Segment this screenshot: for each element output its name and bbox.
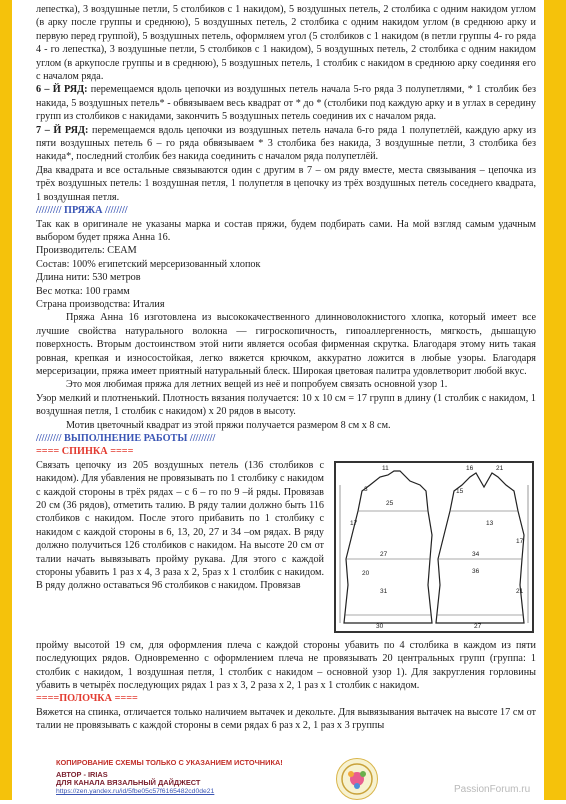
back-text-column: Связать цепочку из 205 воздушных петель (136 столбиков с накидом). Для убавления не провязывать по 1 столбику с накидом с каждой стороны в трёх рядах – с 6 – го по 9 –й ряды. Провязав 20 см (36 рядов), отметить талию. В ряду талии должно быть 116 столбиков с накидом. После этого прибавить по 1 столбику с накидом с каждой стороны в 6, 13, 20, 27 и 34 –ом рядах. В ряду должно получиться 126 столбиков с накидом. На высоте 20 см от талии начать вывязывать пройму рукава. Для этого с каждой стороны убавить 1 раз х 4, 3 раза х 2, 5раз х 1 столбик с накидом. В ряду должно оставаться 96 столбиков с накидом. Провязав xyxy=(36,459,324,592)
diagram-label: 20 xyxy=(362,569,370,577)
row6-label: 6 – Й РЯД: xyxy=(36,84,88,96)
diagram-label: 17 xyxy=(350,519,358,527)
back-section xyxy=(36,459,536,639)
paragraph-row6 xyxy=(36,83,536,123)
diagram-label: 34 xyxy=(472,550,480,558)
yarn-description: Пряжа Анна 16 изготовлена из высококачественного длинноволокнистого хлопка, который имеет все лучшие свойства натурального волокна — гигроскопичность, гипоаллергенность, мягкость, дышащую поверхность. Вторым достоинством этой нити является особая фирменная скрутка. Благодаря этому нить такая ровная, крепкая и износостойкая, легко вяжется крючком, аккуратно ложится в любые узоры. Благодаря мерсеризации, пряжа имеет приятный натуральный блеск. Широкая цветовая палитра удовлетворит любой вкус. xyxy=(36,312,536,377)
diagram-label: 27 xyxy=(380,550,388,558)
row7-text: перемещаемся вдоль цепочки из воздушных петель начала 6-го ряда 1 полупетлёй, каждую арку из пяти воздушных петель 6 – го ряда обвязываем * 3 столбика без накида, 3 воздушные петли, 3 столбика без накида*, последний столбик без накида соединить с началом ряда полупетлёй. xyxy=(36,124,536,163)
yarn-composition: Состав: 100% египетский мерсеризованный хлопок xyxy=(36,258,261,270)
paragraph-row7 xyxy=(36,124,536,164)
row6-text: перемещаемся вдоль цепочки из воздушных петель начала 5-го ряда 3 полупетлями, * 1 столбик без накида, 5 воздушных петель* - обвязываем весь квадрат от * до * (столбики под каждую арку и в углах в середину групп из столбиков с накидами, закончить 5 воздушных петель соединив их с началом ряда. xyxy=(36,84,536,123)
channel-line: ДЛЯ КАНАЛА ВЯЗАЛЬНЫЙ ДАЙДЖЕСТ xyxy=(56,778,201,787)
left-accent-bar xyxy=(0,0,12,800)
yarn-length: Длина нити: 530 метров xyxy=(36,272,141,284)
paragraph-row5-end: лепестка), 3 воздушные петли, 5 столбиков с 1 накидом), 5 воздушных петель, 2 столбика с одним накидом углом (в арку после группы и среднюю), 5 воздушных петель, 2 столбика с одним накидом углом (в среднюю арку и первую перед группой), 5 воздушных петель, оформляем угол (5 столбиков с 1 накидом (в петли группы 4- го ряда 4 - го лепестка), 3 воздушные петли, 5 столбиков с 1 накидом), 5 воздушных петель, 2 столбика с одним накидом углом (в аркупосле группы и в среднюю), 5 воздушных петель, 1 столбик с накидом в среднюю арку соединяя его с началом ряда. xyxy=(36,4,536,83)
diagram-label: 11 xyxy=(382,464,389,472)
pattern-diagram-svg xyxy=(336,463,532,631)
back-piece-outline xyxy=(344,471,432,623)
front-text: Вяжется на спинка, отличается только наличием вытачек и декольте. Для вывязывания вытачек на высоте 17 см от талии не провязывать с каждой стороны в семи рядах 6 раз х 2, 1 раз х 3 группы xyxy=(36,706,536,732)
channel-logo-icon xyxy=(336,758,378,800)
yarn-weight: Вес мотка: 100 грамм xyxy=(36,285,130,297)
front-piece-outline xyxy=(436,473,524,623)
diagram-label: 36 xyxy=(472,567,480,575)
diagram-label: 25 xyxy=(386,499,394,507)
page-footer xyxy=(36,756,536,800)
back-heading: ==== СПИНКА ==== xyxy=(36,446,134,458)
row7-label: 7 – Й РЯД: xyxy=(36,124,89,136)
watermark: PassionForum.ru xyxy=(454,784,531,795)
yarn-favorite: Это моя любимая пряжа для летних вещей из неё и попробуем связать основной узор 1. xyxy=(66,379,448,391)
paragraph-join: Два квадрата и все остальные связываются один с другим в 7 – ом ряду вместе, места связывания – цепочка из трёх воздушных петель: 1 воздушная петля, 1 полупетля в цепочку из трёх воздушных петель соседнего квадрата, 1 воздушная петля. xyxy=(36,164,536,203)
diagram-label: 21 xyxy=(496,464,504,472)
diagram-label: 13 xyxy=(486,519,494,527)
diagram-label: 31 xyxy=(380,587,388,595)
diagram-label: 21 xyxy=(516,587,524,595)
document-body xyxy=(36,3,536,733)
front-heading: ====ПОЛОЧКА ==== xyxy=(36,693,138,705)
diagram-label: 30 xyxy=(376,622,384,630)
back-text-full: пройму высотой 19 см, для оформления плеча с каждой стороны убавить по 4 столбика в каждом из пяти последующих рядов. Одновременно с оформлением плеча не провязывать 20 центральных групп (группа: 1 столбик с накидом, 1 воздушная петля, 1 столбик с накидом – основной узор 1). Для закругления горловины убавить в четырёх последующих рядах 1 раз х 3, 2 раза х 2, 1 раз х 1 столбик с накидом. xyxy=(36,639,536,692)
diagram-label: 27 xyxy=(474,622,482,630)
author-line: АВТОР - IRIAS xyxy=(56,770,108,779)
diagram-label: 3 xyxy=(364,485,368,493)
pattern-diagram xyxy=(334,461,534,633)
work-heading: ///////// ВЫПОЛНЕНИЕ РАБОТЫ ///////// xyxy=(36,433,216,444)
right-accent-bar xyxy=(544,0,566,800)
diagram-label: 17 xyxy=(516,537,524,545)
diagram-label: 16 xyxy=(466,464,474,472)
diagram-label: 15 xyxy=(456,487,464,495)
yarn-intro: Так как в оригинале не указаны марка и состав пряжи, будем подбирать сами. На мой взгляд самым удачным выбором будет пряжа Анна 16. xyxy=(36,218,536,243)
yarn-producer: Производитель: СЕАМ xyxy=(36,245,137,257)
yarn-density: Узор мелкий и плотненький. Плотность вязания получается: 10 х 10 см = 17 групп в длину (1 столбик с накидом, 1 воздушная петля, 1 столбик с накидом) х 20 рядов в высоту. xyxy=(36,392,536,418)
yarn-heading: ///////// ПРЯЖА //////// xyxy=(36,205,128,217)
yarn-country: Страна производства: Италия xyxy=(36,298,165,310)
yarn-motif: Мотив цветочный квадрат из этой пряжи получается размером 8 см х 8 см. xyxy=(66,419,391,431)
copyright-notice: КОПИРОВАНИЕ СХЕМЫ ТОЛЬКО С УКАЗАНИЕМ ИСТОЧНИКА! xyxy=(56,758,283,767)
channel-link[interactable]: https://zen.yandex.ru/id/5fbe05c57f6165482cd0de21 xyxy=(56,788,215,795)
